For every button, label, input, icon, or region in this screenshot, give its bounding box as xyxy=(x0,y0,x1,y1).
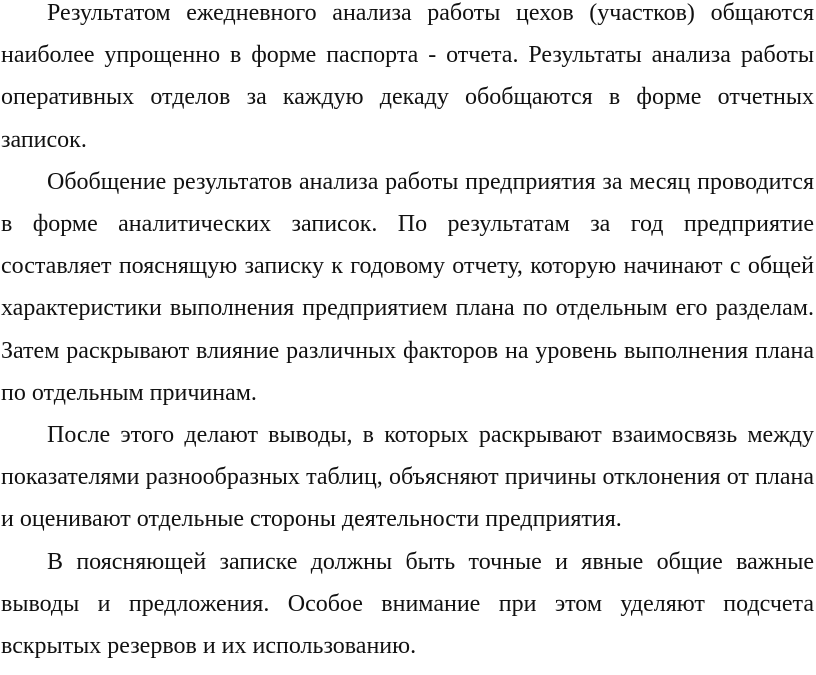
paragraph-conclusions: После этого делают выводы, в которых раскрывают взаимосвязь между показателями разнообразных таблиц, объясняют причины отклонения от плана и оценивают отдельные стороны деятельности предприятия. xyxy=(1,422,814,533)
paragraph-daily-analysis: Результатом ежедневного анализа работы цехов (участков) общаются наиболее упрощенно в форме паспорта - отчета. Результаты анализа работы оперативных отделов за каждую декаду обобщаются в форме отчетных записок. xyxy=(1,0,814,153)
paragraph-explanatory-note: В поясняющей записке должны быть точные и явные общие важные выводы и предложения. Особое внимание при этом уделяют подсчета вскрытых резервов и их использованию. xyxy=(1,548,814,660)
paragraph-monthly-summary: Обобщение результатов анализа работы предприятия за месяц проводится в форме аналитических записок. По результатам за год предприятие составляет пояснящую записку к годовому отчету, которую начинают с общей характеристики выполнения предприятием плана по отдельным его разделам. Затем раскрывают влияние различных факторов на уровень выполнения плана по отдельным причинам. xyxy=(1,168,814,406)
